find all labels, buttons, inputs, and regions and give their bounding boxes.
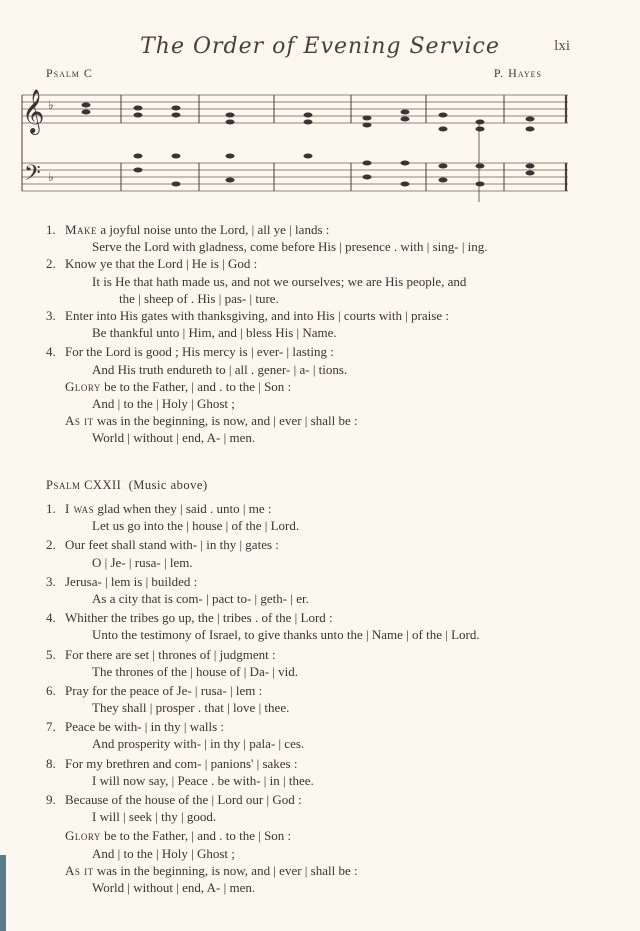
- bass-staff: [22, 163, 568, 191]
- treble-clef-icon: 𝄞: [22, 89, 45, 133]
- chant-score: [18, 84, 573, 204]
- svg-text:♭: ♭: [48, 170, 54, 184]
- treble-notes: [82, 103, 535, 132]
- psalm-cxxii-heading: Psalm CXXII (Music above): [46, 478, 208, 492]
- key-signature: [48, 98, 54, 184]
- psalm-c-music-label: Psalm C: [46, 66, 93, 80]
- svg-text:♭: ♭: [48, 98, 54, 112]
- psalm-cxxii-text: 1. I was glad when they | said . unto | me : Let us go into the | house | of the | Lord. 2. Our feet shall stand with- | in thy | gates : O | Je- | rusa- | lem. 3. Jerusa- | lem is | builded : As a city that is com- | pact to- | geth- | er. 4. Whither the tribes go up, the | tribes . of the | Lord : Unto the testimony of Israel, to give thanks unto the | Name | of the | Lord. 5. For there are set | thrones of | judgment : The thrones of the | house of | Da- | vid. 6. Pray for the peace of Je- | rusa- | lem : They shall | prosper . that | love | thee. 7. Peace be with- | in thy | walls : And prosperity with- | in thy | pala- | ces. 8. For my brethren and com- | panions' | sakes : I will now say, | Peace . be with- | in | thee. 9. Because of the house of the | Lord our | God : I will | seek | thy | good. Glory be to the Father, | and . to the | Son : And | to the | Holy | Ghost ; As it was in the beginning, is now, and | ever | shall be : World | without | end, A- | men.: [46, 501, 480, 895]
- bass-clef-icon: 𝄢: [24, 161, 41, 191]
- composer-name: P. Hayes: [493, 66, 542, 80]
- barlines: [22, 95, 566, 202]
- page-edge-strip: [0, 855, 6, 931]
- page-number: lxi: [554, 38, 570, 54]
- psalm-c-text: 1. Make a joyful noise unto the Lord, | all ye | lands : Serve the Lord with gladness, come before His | presence . with | sing- | ing. 2. Know ye that the Lord | He is | God : It is He that hath made us, and not we ourselves; we are His people, and the | sheep of . His | pas- | ture. 3. Enter into His gates with thanksgiving, and into His | courts with | praise : Be thankful unto | Him, and | bless His | Name. 4. For the Lord is good ; His mercy is | ever- | lasting : And His truth endureth to | all . gener- | a- | tions. Glory be to the Father, | and . to the | Son : And | to the | Holy | Ghost ; As it was in the beginning, is now, and | ever | shall be : World | without | end, A- | men.: [46, 222, 488, 446]
- page-title: The Order of Evening Service: [140, 34, 500, 59]
- treble-staff: [22, 95, 568, 123]
